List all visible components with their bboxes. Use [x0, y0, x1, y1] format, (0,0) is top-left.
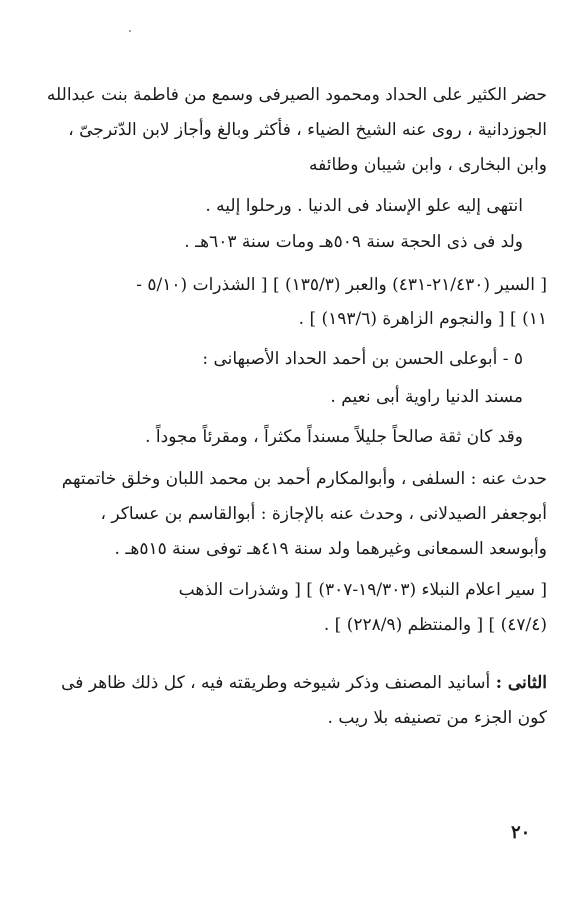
text-line-7: وقد كان ثقة صالحاً جليلاً مسنداً مكثراً ، ومقرئاً مجوداً .: [145, 427, 523, 447]
scan-speck: [129, 30, 131, 32]
reference-line-1: [ السير (٢١/٤٣٠-٤٣١) والعبر (١٣٥/٣) ] [ الشذرات (٥/١٠ -: [136, 275, 547, 295]
text-line-8: حدث عنه : السلفى ، وأبوالمكارم أحمد بن محمد اللبان وخلق خاتمتهم: [61, 469, 547, 489]
page-number: ٢٠: [511, 822, 531, 843]
text-line-4: انتهى إليه علو الإسناد فى الدنيا . ورحلوا إليه .: [205, 196, 523, 216]
reference-line-4: (٤٧/٤) ] [ والمنتظم (٢٢٨/٩) ] .: [323, 615, 547, 635]
reference-line-2: ١١) ] [ والنجوم الزاهرة (١٩٣/٦) ] .: [298, 309, 547, 329]
text-line-1: حضر الكثير على الحداد ومحمود الصيرفى وسمع من فاطمة بنت عبدالله: [46, 85, 547, 105]
text-line-10: وأبوسعد السمعانى وغيرهما ولد سنة ٤١٩هـ توفى سنة ٥١٥هـ .: [114, 539, 547, 559]
entry-heading: ٥ - أبوعلى الحسن بن أحمد الحداد الأصبهانى :: [202, 349, 523, 369]
reference-line-3: [ سير اعلام النبلاء (١٩/٣٠٣-٣٠٧) ] [ وشذرات الذهب: [178, 580, 547, 600]
section-label: الثانى :: [495, 673, 547, 693]
text-line-2: الجوزدانية ، روى عنه الشيخ الضياء ، فأكثر وبالغ وأجاز لابن الدّترجىّ ،: [68, 120, 547, 140]
text-line-5: ولد فى ذى الحجة سنة ٥٠٩هـ ومات سنة ٦٠٣هـ .: [184, 232, 523, 252]
text-line-9: أبوجعفر الصيدلانى ، وحدث عنه بالإجازة : أبوالقاسم بن عساكر ،: [100, 504, 547, 524]
section-text: أسانيد المصنف وذكر شيوخه وطريقته فيه ، كل ذلك ظاهر فى: [61, 673, 491, 693]
text-line-3: وابن البخارى ، وابن شيبان وطائفه: [309, 155, 547, 175]
text-line-11: [34, 670, 547, 696]
text-line-6: مسند الدنيا راوية أبى نعيم .: [330, 387, 523, 407]
text-line-12: كون الجزء من تصنيفه بلا ريب .: [327, 708, 547, 728]
